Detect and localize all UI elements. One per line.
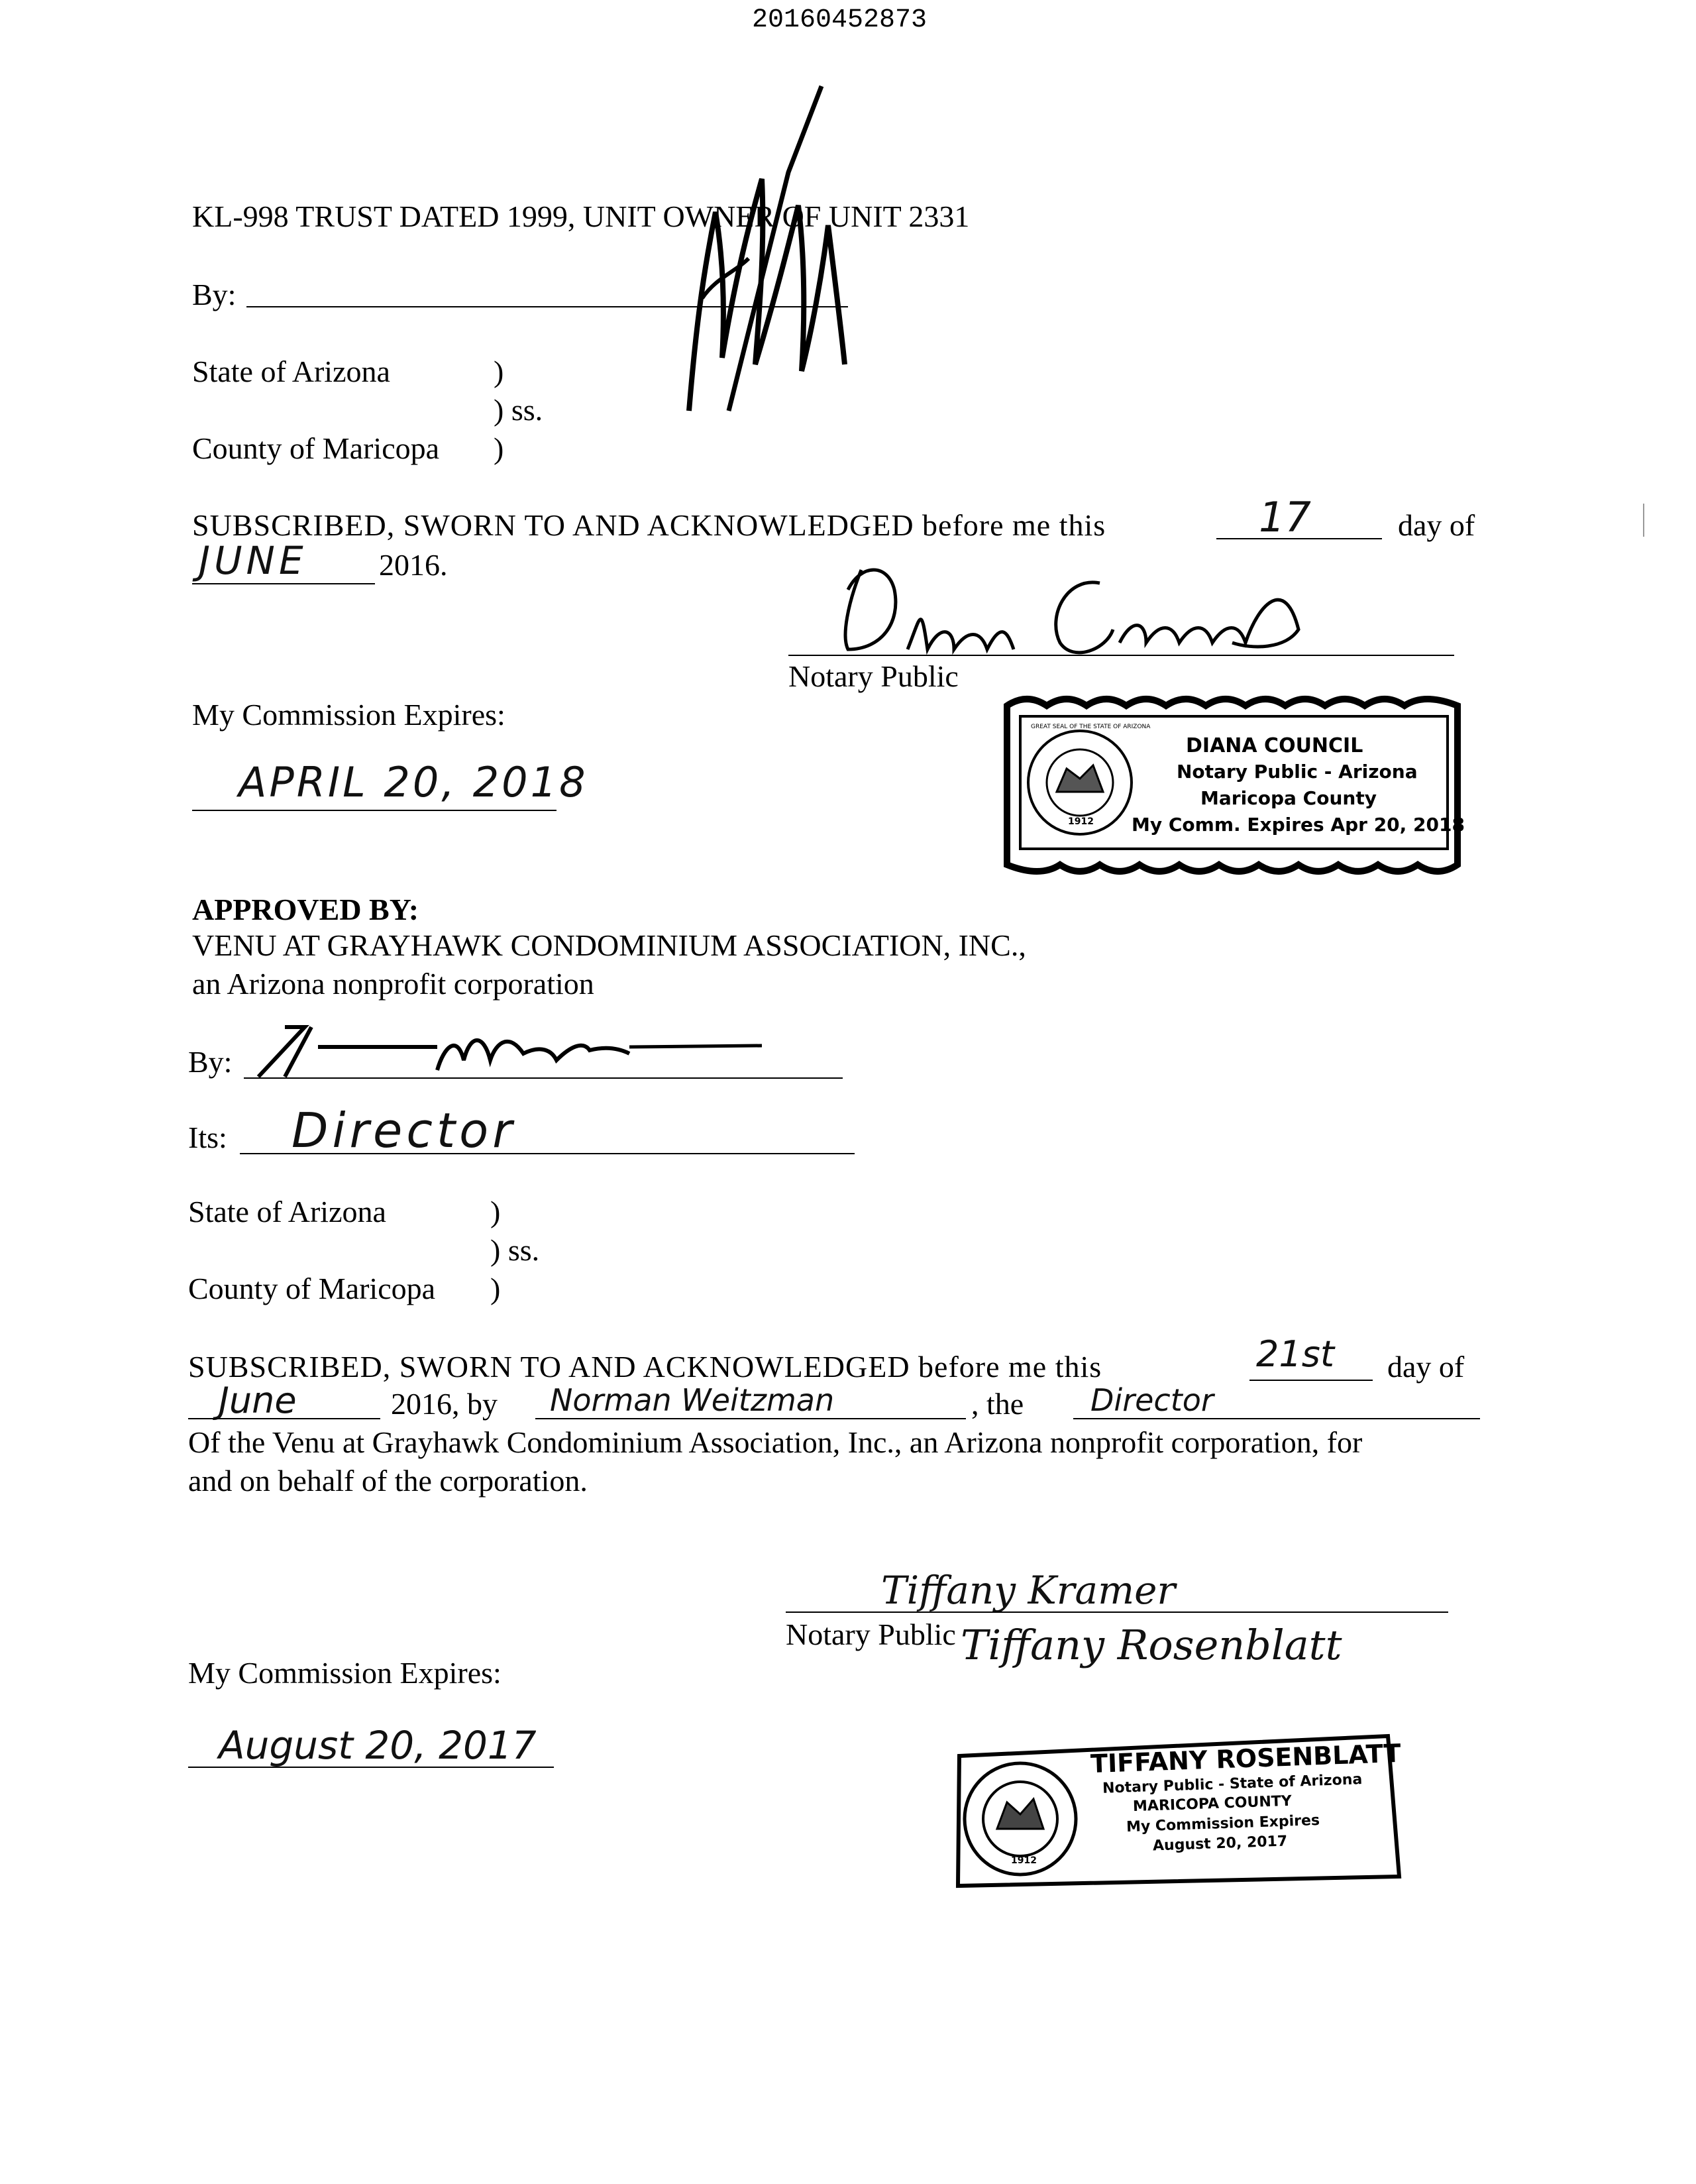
- commission-label-1: My Commission Expires:: [192, 698, 505, 732]
- paren-2b: ): [490, 1272, 501, 1305]
- by-label-2: By:: [188, 1045, 233, 1079]
- title-line: [1073, 1418, 1480, 1419]
- commission-value-1: APRIL 20, 2018: [238, 758, 588, 806]
- notary-signature-2b: Tiffany Rosenblatt: [961, 1621, 1342, 1669]
- paren-2a: ): [490, 1195, 501, 1228]
- stamp-1-line4: My Comm. Expires Apr 20, 2018: [1132, 814, 1465, 836]
- day-of-2: day of: [1387, 1350, 1465, 1384]
- stamp-2-line2: Notary Public - State of Arizona: [1102, 1771, 1363, 1797]
- behalf-line: and on behalf of the corporation.: [188, 1464, 588, 1498]
- year-by-2: 2016, by: [391, 1387, 498, 1421]
- its-label: Its:: [188, 1120, 227, 1154]
- ss-label-1: ) ss.: [494, 393, 543, 427]
- stamp-2-line5: August 20, 2017: [1152, 1833, 1288, 1855]
- approved-label: APPROVED BY:: [192, 893, 419, 926]
- commission-label-2: My Commission Expires:: [188, 1656, 502, 1690]
- county-label-2: County of Maricopa: [188, 1272, 436, 1305]
- owner-signature: [623, 80, 861, 424]
- director-signature: [245, 1020, 802, 1080]
- notary-signature-1: [822, 550, 1325, 663]
- commission-line-2: [188, 1767, 554, 1768]
- of-line: Of the Venu at Grayhawk Condominium Association, Inc., an Arizona nonprofit corporation, for: [188, 1425, 1363, 1459]
- stamp-2-seal-year: 1912: [1011, 1855, 1037, 1866]
- subscribed-text-1: SUBSCRIBED, SWORN TO AND ACKNOWLEDGED before me this: [192, 508, 1106, 542]
- day-value-1: 17: [1259, 493, 1311, 541]
- person-line: [535, 1418, 966, 1419]
- stamp-1-line3: Maricopa County: [1200, 787, 1377, 809]
- stamp-2-line3: MARICOPA COUNTY: [1132, 1792, 1293, 1816]
- month-value-2: June: [219, 1380, 297, 1421]
- stamp-2-line4: My Commission Expires: [1126, 1812, 1320, 1836]
- association-name: VENU AT GRAYHAWK CONDOMINIUM ASSOCIATION, INC.,: [192, 928, 1026, 962]
- stamp-1-line2: Notary Public - Arizona: [1177, 761, 1418, 783]
- person-value: Norman Weitzman: [550, 1382, 835, 1418]
- day-line-2: [1249, 1380, 1373, 1381]
- by-line-2: [244, 1077, 843, 1079]
- ss-label-2: ) ss.: [490, 1233, 540, 1267]
- day-value-2: 21st: [1256, 1333, 1335, 1375]
- state-label-1: State of Arizona: [192, 355, 390, 388]
- its-line: [240, 1153, 855, 1154]
- notary-stamp-1: [1000, 692, 1464, 878]
- title-value: Director: [1090, 1382, 1214, 1418]
- notary-label-2: Notary Public: [786, 1617, 956, 1651]
- by-label: By:: [192, 278, 237, 311]
- owner-line: KL-998 TRUST DATED 1999, UNIT OWNER OF UNIT 2331: [192, 199, 970, 233]
- month-line-2: [188, 1418, 380, 1419]
- month-value-1: JUNE: [199, 538, 307, 583]
- document-number: 20160452873: [752, 5, 928, 35]
- subscribed-text-2: SUBSCRIBED, SWORN TO AND ACKNOWLEDGED before me this: [188, 1350, 1102, 1384]
- notary-line-2: [786, 1611, 1448, 1613]
- its-value: Director: [292, 1103, 516, 1158]
- corp-desc: an Arizona nonprofit corporation: [192, 967, 594, 1001]
- state-label-2: State of Arizona: [188, 1195, 386, 1228]
- county-label-1: County of Maricopa: [192, 431, 440, 465]
- paren-1a: ): [494, 355, 504, 388]
- stamp-1-seal-year: 1912: [1068, 816, 1094, 827]
- margin-mark: [1643, 504, 1644, 537]
- commission-line-1: [192, 810, 556, 811]
- the-label: , the: [971, 1387, 1024, 1421]
- stamp-2-name: TIFFANY ROSENBLATT: [1090, 1738, 1402, 1779]
- notary-label-1: Notary Public: [788, 659, 959, 693]
- paren-1b: ): [494, 431, 504, 465]
- year-text-1: 2016.: [379, 548, 448, 582]
- day-of-1: day of: [1398, 508, 1475, 542]
- month-line-1: [192, 583, 375, 584]
- notary-signature-2a: Tiffany Kramer: [881, 1568, 1176, 1613]
- notary-line-1: [788, 655, 1454, 656]
- stamp-1-seal-text: GREAT SEAL OF THE STATE OF ARIZONA: [1031, 724, 1151, 730]
- stamp-1-name: DIANA COUNCIL: [1186, 734, 1363, 757]
- commission-value-2: August 20, 2017: [219, 1723, 537, 1768]
